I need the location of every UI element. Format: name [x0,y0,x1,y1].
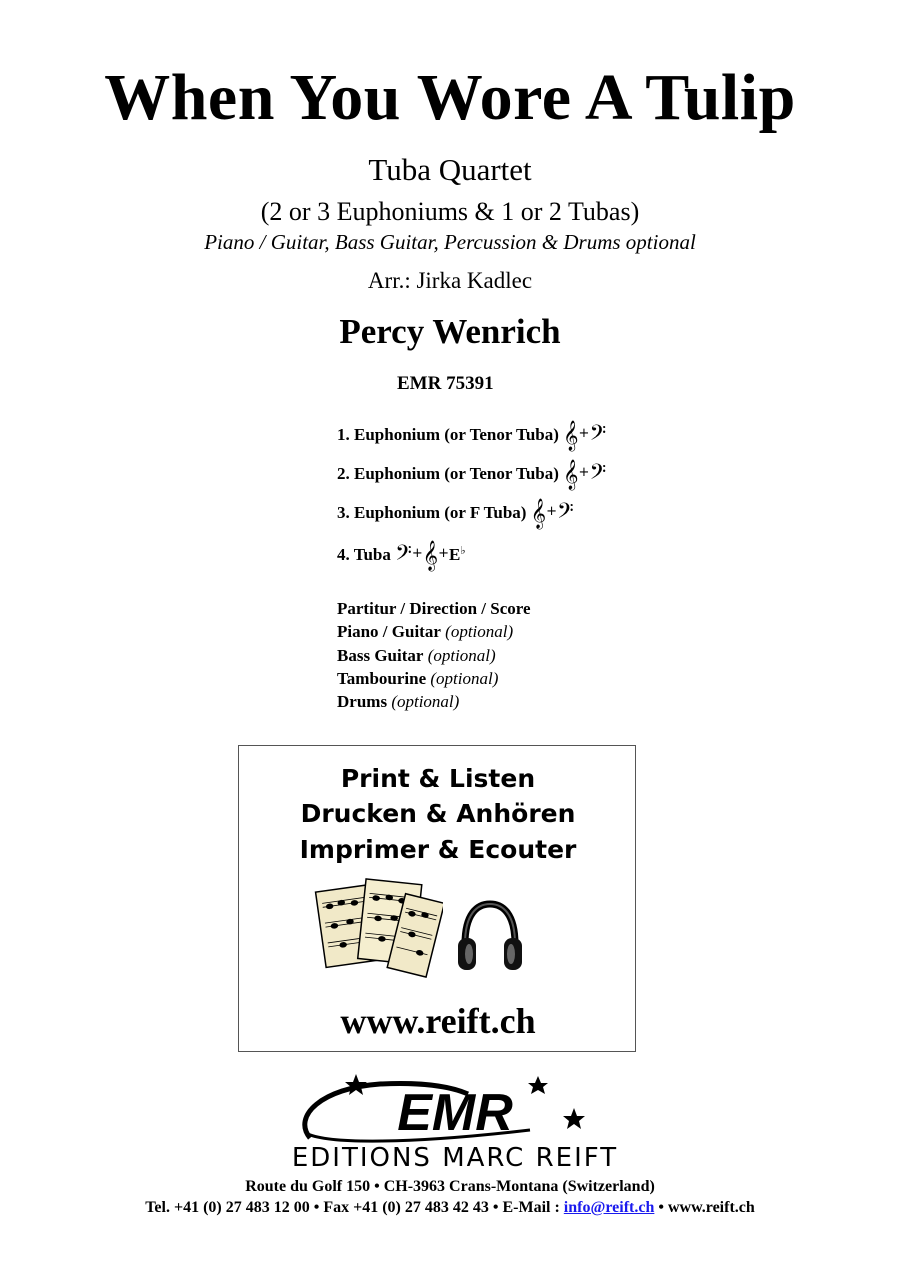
catalog-number: EMR 75391 [397,373,494,394]
optional-instruments: Piano / Guitar, Bass Guitar, Percussion & Drums optional [204,230,696,254]
part-item [337,499,574,529]
star-icon [528,1076,548,1094]
star-icon [563,1108,585,1129]
logo-text: EMR [397,1084,513,1142]
subtitle: Tuba Quartet [368,152,532,187]
star-icon [345,1074,367,1095]
page-title: When You Wore A Tulip [104,61,796,134]
promo-line-fr: Imprimer & Ecouter [299,835,577,864]
contact-phone-fax: Tel. +41 (0) 27 483 12 00 • Fax +41 (0) 27 483 42 43 • E-Mail : [145,1199,564,1216]
extra-name: Bass Guitar [337,646,424,665]
extra-name: Partitur / Direction / Score [337,599,531,618]
contact-website[interactable]: • www.reift.ch [654,1199,755,1216]
plus-sign: + [578,465,590,480]
part-label: 4. Tuba [337,545,391,564]
treble-clef-icon: 𝄞 [422,541,439,571]
extra-note: (optional) [427,646,496,665]
part-item [337,460,607,490]
treble-clef-icon: 𝄞 [563,460,579,490]
plus-sign: + [438,546,450,561]
part-label: 3. Euphonium (or F Tuba) [337,503,527,522]
extra-item [337,667,498,691]
promo-line-en: Print & Listen [340,764,536,793]
bass-clef-icon: 𝄢 [556,499,574,529]
extra-note: (optional) [391,692,460,711]
extra-note: (optional) [445,622,514,641]
promo-url[interactable]: www.reift.ch [340,1001,536,1041]
part-item [337,421,607,451]
extra-note: (optional) [430,669,499,688]
plus-sign: + [578,426,590,441]
treble-clef-icon: 𝄞 [530,499,547,529]
extra-name: Drums [337,692,388,711]
treble-clef-icon: 𝄞 [563,421,579,451]
plus-sign: + [546,504,557,519]
extra-item [337,690,459,714]
extra-item [337,644,496,668]
extra-name: Tambourine [337,669,427,688]
bass-clef-icon: 𝄢 [589,460,607,490]
instrumentation: (2 or 3 Euphoniums & 1 or 2 Tubas) [260,197,640,226]
publisher-address: Route du Golf 150 • CH-3963 Crans-Montana (Switzerland) [245,1178,655,1195]
flat-sign: ♭ [460,545,466,557]
key-label: E [449,545,461,564]
publisher-contact [0,1198,900,1218]
bass-clef-icon: 𝄢 [395,541,412,571]
promo-line-de: Drucken & Anhören [300,799,576,828]
publisher-name: EDITIONS MARC REIFT [291,1143,619,1172]
part-item [337,540,466,571]
publisher-logo [230,1072,680,1172]
email-link[interactable]: info@reift.ch [563,1199,655,1216]
plus-sign: + [411,546,423,561]
sheet-music-icon [313,874,443,982]
composer: Percy Wenrich [339,312,561,351]
extra-item [337,620,513,644]
print-listen-box [238,745,636,1052]
extra-name: Piano / Guitar [337,622,441,641]
extra-item [337,597,531,621]
headphones-icon [455,896,525,978]
part-label: 2. Euphonium (or Tenor Tuba) [337,464,559,483]
part-label: 1. Euphonium (or Tenor Tuba) [337,425,559,444]
arranger: Arr.: Jirka Kadlec [367,268,533,293]
bass-clef-icon: 𝄢 [589,421,607,451]
